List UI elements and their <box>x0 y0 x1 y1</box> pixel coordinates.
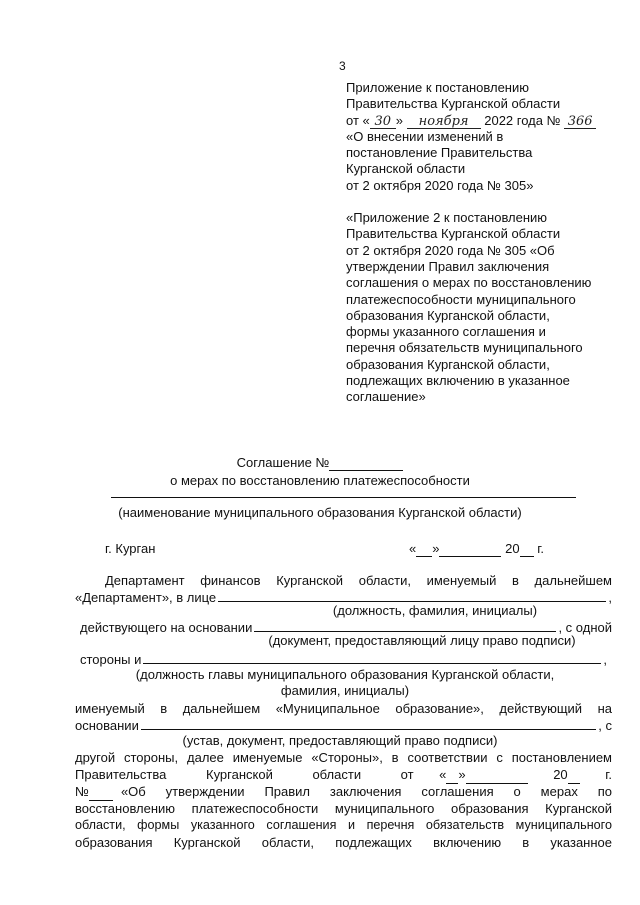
appendix2-line: формы указанного соглашения и <box>346 324 546 340</box>
body-line: «Департамент», в лице , <box>75 590 612 605</box>
body-line: Правительства Курганской области от « » 20 г. <box>75 767 612 782</box>
handwritten-month: ноября <box>407 115 481 129</box>
municipality-name-caption: (наименование муниципального образования Курганской области) <box>118 505 522 520</box>
agreement-date: « » 20 г. <box>409 541 544 556</box>
appendix-line: Курганской области <box>346 161 466 177</box>
month-blank <box>466 766 528 784</box>
charter-blank <box>141 717 596 730</box>
page-number: 3 <box>339 59 346 73</box>
body-line: образования Курганской области, подлежащих включению в указанное <box>75 835 612 850</box>
appendix2-line: от 2 октября 2020 года № 305 «Об <box>346 242 555 258</box>
body-line: области, формы указанного соглашения и перечня обязательств муниципального <box>75 818 612 832</box>
appendix-line: от 2 октября 2020 года № 305» <box>346 177 534 193</box>
appendix-line: Правительства Курганской области <box>346 96 561 112</box>
appendix2-line: соглашение» <box>346 389 426 405</box>
body-line: действующего на основании , с одной <box>80 620 612 635</box>
caption-charter: (устав, документ, предоставляющий право подписи) <box>182 733 498 748</box>
city: г. Курган <box>105 541 156 556</box>
caption-position: (должность, фамилия, инициалы) <box>332 603 538 618</box>
body-line: № «Об утверждении Правил заключения соглашения о мерах по <box>75 784 612 799</box>
appendix-header <box>346 80 616 406</box>
number-blank <box>89 783 113 801</box>
appendix2-line: соглашения о мерах по восстановлению <box>346 275 592 291</box>
agreement-subtitle: о мерах по восстановлению платежеспособности <box>170 473 470 488</box>
day-blank <box>446 766 458 784</box>
spacer <box>346 194 616 210</box>
appendix-line: «О внесении изменений в <box>346 128 504 144</box>
appendix2-line: утверждении Правил заключения <box>346 258 550 274</box>
day-blank <box>416 541 432 557</box>
body-line: стороны и , <box>80 652 607 667</box>
date-year: 2022 года № <box>484 112 561 128</box>
body-line: другой стороны, далее именуемые «Стороны», в соответствии с постановлением <box>75 750 612 765</box>
date-prefix: от « <box>346 112 370 128</box>
appendix-line: Приложение к постановлению <box>346 80 529 95</box>
appendix-date-line <box>346 113 616 129</box>
year-blank <box>568 766 580 784</box>
date-mid: » <box>395 112 403 128</box>
appendix2-line: образования Курганской области, <box>346 356 550 372</box>
municipality-name-line <box>111 497 576 498</box>
handwritten-number: 366 <box>564 115 596 129</box>
caption-document: (документ, предоставляющий лицу право подписи) <box>268 633 576 648</box>
appendix2-line: образования Курганской области, <box>346 307 550 323</box>
month-blank <box>439 541 501 557</box>
appendix2-line: платежеспособности муниципального <box>346 291 576 307</box>
appendix-line: постановление Правительства <box>346 145 533 161</box>
representative-blank <box>218 589 606 602</box>
basis-blank <box>254 619 556 632</box>
body-line: именуемый в дальнейшем «Муниципальное образование», действующий на <box>75 701 612 716</box>
handwritten-day: 30 <box>370 115 396 129</box>
appendix2-line: подлежащих включению в указанное <box>346 373 570 389</box>
agreement-title: Соглашение № <box>0 455 640 471</box>
head-blank <box>143 651 601 664</box>
caption-head-1: (должность главы муниципального образования Курганской области, <box>135 667 555 682</box>
appendix2-line: «Приложение 2 к постановлению <box>346 210 548 226</box>
body-line: восстановлению платежеспособности муниципального образования Курганской <box>75 801 612 816</box>
year-blank <box>520 541 534 557</box>
body-line: основании , с <box>75 718 612 733</box>
appendix2-line: перечня обязательств муниципального <box>346 340 583 356</box>
body-line: Департамент финансов Курганской области, именуемый в дальнейшем <box>105 573 612 588</box>
caption-head-2: фамилия, инициалы) <box>280 683 410 698</box>
agreement-number-blank <box>329 455 403 471</box>
appendix2-line: Правительства Курганской области <box>346 226 561 242</box>
